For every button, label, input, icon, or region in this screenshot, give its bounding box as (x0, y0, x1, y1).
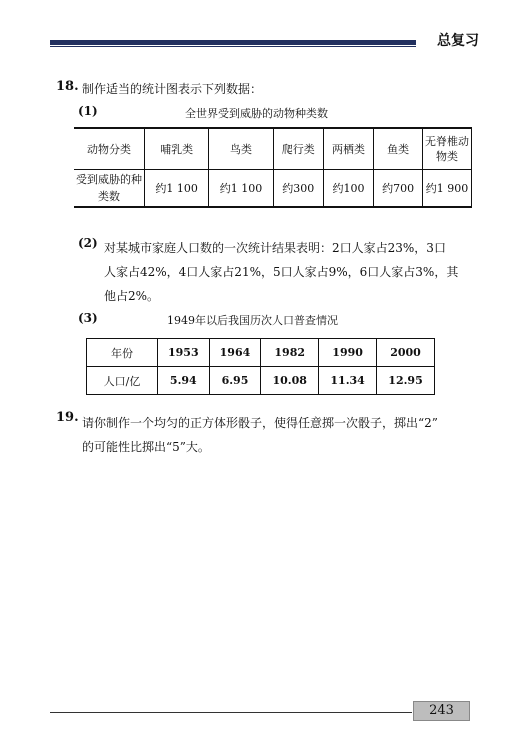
question-19-text (82, 411, 438, 459)
part-2-line: 他占2%。 (104, 289, 160, 303)
table-cell: 5.94 (158, 367, 210, 395)
table-header-cell: 鸟类 (209, 128, 273, 170)
table-3-title: 1949年以后我国历次人口普查情况 (167, 314, 338, 327)
table-row-label: 年份 (87, 339, 158, 367)
table-cell: 12.95 (377, 367, 435, 395)
table-cell: 约300 (273, 170, 323, 208)
table-header-cell: 两栖类 (323, 128, 373, 170)
part-1-label: (1) (78, 104, 98, 118)
census-table (86, 338, 435, 395)
table-cell: 约1 100 (209, 170, 273, 208)
question-19-line: 的可能性比掷出“5”大。 (82, 440, 210, 454)
table-cell: 约1 900 (423, 170, 472, 208)
question-18-prompt: 制作适当的统计图表示下列数据： (82, 82, 263, 96)
part-2-line: 对某城市家庭人口数的一次统计结果表明：2口人家占23%，3口 (104, 241, 446, 255)
table-row-label: 人口/亿 (87, 367, 158, 395)
question-19-line: 请你制作一个均匀的正方体形骰子，使得任意掷一次骰子，掷出“2” (82, 416, 438, 430)
table-data-row (74, 170, 472, 208)
part-3-label: (3) (78, 311, 98, 325)
table-row (87, 339, 435, 367)
table-header-cell: 无脊椎动物类 (423, 128, 472, 170)
table-cell: 2000 (377, 339, 435, 367)
table-header-cell: 动物分类 (74, 128, 145, 170)
table-row-label: 受到威胁的种类数 (74, 170, 145, 208)
table-cell: 1982 (261, 339, 319, 367)
table-cell: 6.95 (209, 367, 261, 395)
threatened-animals-table (74, 127, 472, 208)
page-number: 243 (413, 701, 470, 721)
header-rule-thin (50, 46, 416, 47)
table-cell: 约700 (374, 170, 423, 208)
footer-rule (50, 712, 412, 713)
part-2-text (104, 236, 458, 308)
table-cell: 1990 (319, 339, 377, 367)
table-header-cell: 鱼类 (374, 128, 423, 170)
table-cell: 1964 (209, 339, 261, 367)
table-header-cell: 哺乳类 (145, 128, 209, 170)
table-header-cell: 爬行类 (273, 128, 323, 170)
header-rule (50, 40, 416, 45)
part-2-line: 人家占42%，4口人家占21%，5口人家占9%，6口人家占3%，其 (104, 265, 459, 279)
section-title: 总复习 (437, 33, 479, 49)
table-1-title: 全世界受到威胁的动物种类数 (185, 107, 328, 120)
table-cell: 约100 (323, 170, 373, 208)
table-row (87, 367, 435, 395)
table-header-row (74, 128, 472, 170)
table-cell: 10.08 (261, 367, 319, 395)
question-18-number: 18. (56, 79, 79, 94)
table-cell: 1953 (158, 339, 210, 367)
table-cell: 11.34 (319, 367, 377, 395)
part-2-label: (2) (78, 236, 98, 250)
question-19-number: 19. (56, 410, 79, 425)
table-cell: 约1 100 (145, 170, 209, 208)
